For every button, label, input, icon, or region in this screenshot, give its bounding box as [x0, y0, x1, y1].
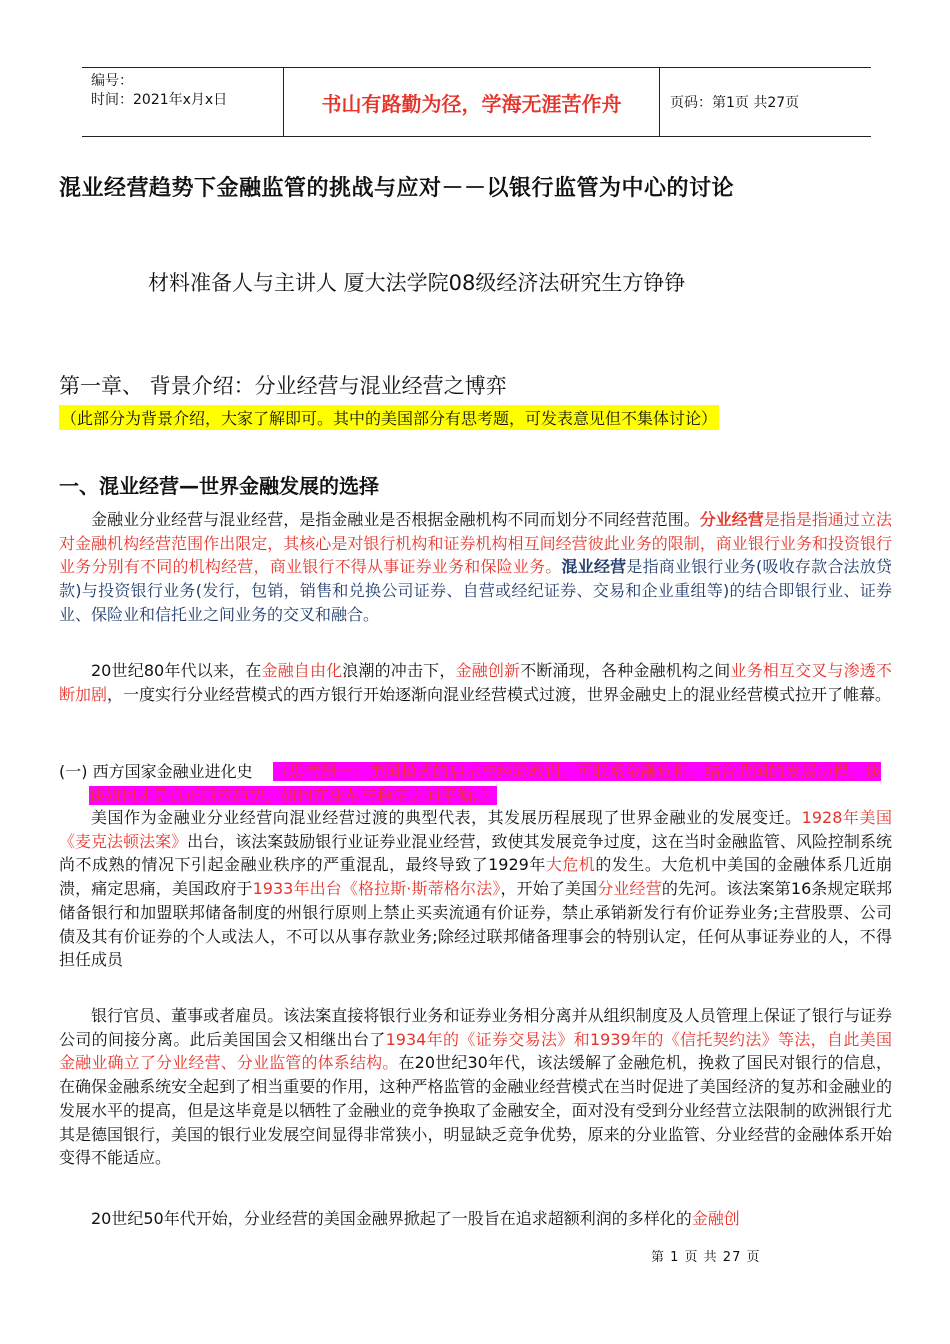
p5-text-a: 20世纪50年代开始，分业经营的美国金融界掀起了一股旨在追求超额利润的多样化的: [91, 1209, 692, 1228]
discussion-question: （思考题一：美国模式的启示与经验教训，可联系金融危机，结合我国的发展历程，谈谈如何才是真正顺应趋势，如何在变革与稳定之间平衡。）: [89, 762, 881, 805]
header-motto: 书山有路勤为径，学海无涯苦作舟: [284, 68, 660, 136]
p2-highlight-f: 业务相互交叉与渗透不断加剧: [59, 661, 892, 704]
p3-mcfadden-act: 1928年美国《麦克法顿法案》: [59, 808, 892, 851]
p3-great-depression: 大危机: [545, 855, 596, 875]
paragraph-4: [59, 1004, 892, 1170]
subsection-heading: [59, 760, 892, 807]
header-page-info: 页码：第1页 共27页: [670, 95, 800, 111]
chapter-heading: 第一章、 背景介绍：分业经营与混业经营之博弈: [59, 374, 507, 398]
highlighted-note: （此部分为背景介绍，大家了解即可。其中的美国部分有思考题，可发表意见但不集体讨论）: [59, 405, 719, 430]
p1-definition-hunye: 是指商业银行业务(吸收存款合法放贷款)与投资银行业务(发行，包销，销售和兑换公司证券、自营或经纪证券、交易和企业重组等)的结合即银行业、证券业、保险业和信托业之间业务的交叉和融合。: [59, 557, 892, 624]
p3-text-g: ，开始了美国: [500, 879, 598, 899]
p5-term: 金融创: [691, 1209, 740, 1228]
paragraph-1: [59, 508, 892, 627]
p3-text-c: 出台，该法案鼓励银行业证券业混业经营，致使其发展竞争过度，这在当时金融监管、风险控制系统尚不成熟的情况下引起金融业秩序的严重混乱，最终导致了1929年: [59, 831, 892, 875]
p3-text-i: 的先河。该法案第16条规定联邦储备银行和加盟联邦储备制度的州银行原则上禁止买卖流通有价证券，禁止承销新发行有价证券业务;主营股票、公司债及其有价证券的个人或法人，不可以从事存款业务;除经过联邦储备理事会的特别认定，任何从事证券业的人，不得担任成员: [59, 879, 892, 970]
p3-text-e: 的发生。大危机中美国的金融体系几近崩溃，痛定思痛，美国政府于: [59, 855, 892, 899]
header-number: 编号：: [91, 73, 133, 89]
paragraph-5: [59, 1207, 892, 1231]
p4-text-c: 在20世纪30年代，该法缓解了金融危机，挽救了国民对银行的信息，在确保金融系统安全起到了相当重要的作用，这种严格监管的金融业经营模式在当时促进了美国经济的复苏和金融业的发展水平的提高，但是这毕竟是以牺牲了金融业的竞争换取了金融安全，面对没有受到分业经营立法限制的欧洲银行尤其是德国银行，美国的银行业发展空间显得非常狭小，明显缺乏竞争优势，原来的分业监管、分业经营的金融体系开始变得不能适应。: [59, 1053, 892, 1168]
header-meta: [82, 68, 284, 136]
subsection-label: (一) 西方国家金融业进化史: [59, 762, 253, 781]
document-title: 混业经营趋势下金融监管的挑战与应对－－以银行监管为中心的讨论: [59, 176, 735, 201]
p2-text-g: ，一度实行分业经营模式的西方银行开始逐渐向混业经营模式过渡，世界金融史上的混业经营模式拉开了帷幕。: [107, 684, 892, 704]
p3-text-a: 美国作为金融业分业经营向混业经营过渡的典型代表，其发展历程展现了世界金融业的发展变迁。: [91, 808, 802, 827]
p2-text-c: 浪潮的冲击下，: [342, 661, 456, 680]
document-header: [82, 67, 871, 137]
term-fenye: 分业经营: [699, 510, 764, 529]
p4-text-a: 银行官员、董事或者雇员。该法案直接将银行业务和证券业务相分离并从组织制度及人员管理上保证了银行与证券公司的间接分离。此后美国国会又相继出台了: [59, 1006, 892, 1049]
term-financial-innovation: 金融创新: [455, 661, 521, 680]
author-line: 材料准备人与主讲人 厦大法学院08级经济法研究生方铮铮: [148, 271, 686, 295]
section-heading: 一、混业经营—世界金融发展的选择: [59, 474, 379, 498]
p3-glass-steagall: 1933年出台《格拉斯·斯蒂格尔法》: [252, 879, 501, 899]
p3-fenye: 分业经营: [597, 879, 662, 899]
p2-text-a: 20世纪80年代以来，在: [91, 661, 262, 680]
paragraph-3: [59, 806, 892, 972]
p1-text-a: 金融业分业经营与混业经营，是指金融业是否根据金融机构不同而划分不同经营范围。: [91, 510, 700, 529]
p4-acts: 1934年的《证券交易法》和1939年的《信托契约法》等法，自此美国金融业确立了分业经营、分业监管的体系结构。: [59, 1029, 892, 1073]
p1-definition-fenye: 是指是指通过立法对金融机构经营范围作出限定，其核心是对银行机构和证券机构相互间经营彼此业务的限制，商业银行业务和投资银行业务分别有不同的机构经营，商业银行不得从事证券业务和保险业务。: [59, 510, 892, 577]
p2-text-e: 不断涌现，各种金融机构之间: [520, 661, 731, 680]
term-financial-liberalization: 金融自由化: [261, 661, 343, 680]
page-footer: 第 1 页 共 27 页: [651, 1250, 761, 1265]
term-hunye: 混业经营: [561, 557, 627, 577]
header-time: 时间：2021年x月x日: [91, 92, 228, 108]
paragraph-2: [59, 659, 892, 706]
